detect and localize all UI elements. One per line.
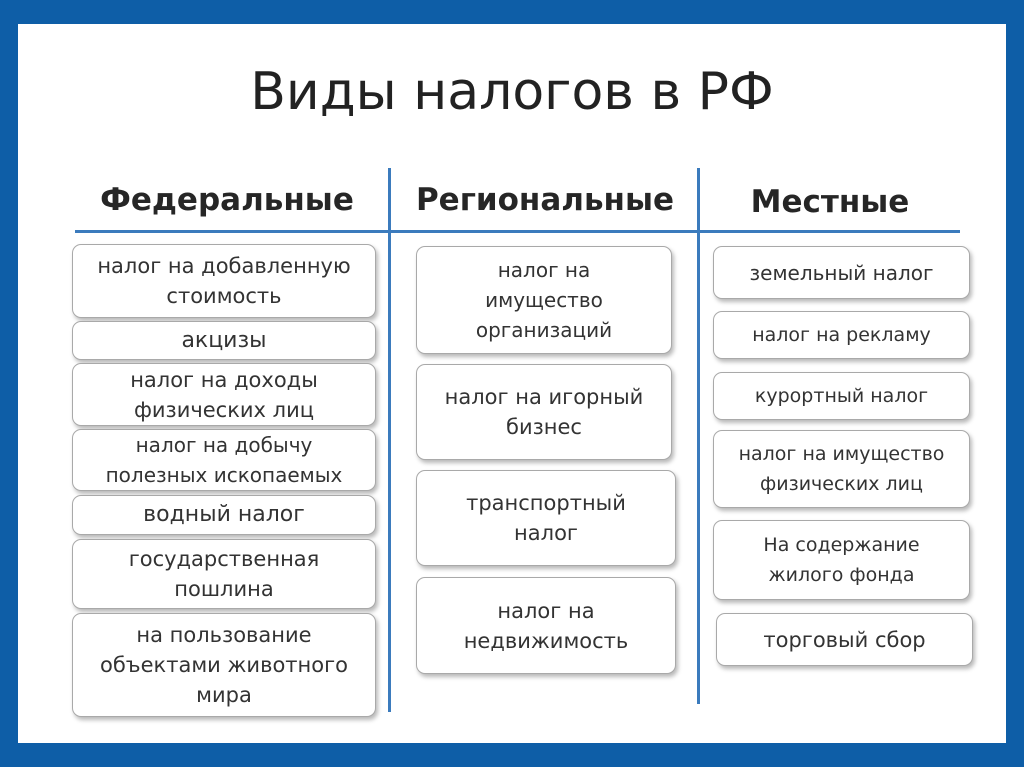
federal-item <box>72 363 376 426</box>
federal-item <box>72 539 376 609</box>
local-item-label: На содержание жилого фонда <box>763 534 920 586</box>
local-item <box>713 430 970 508</box>
federal-item-label: на пользование объектами животного мира <box>100 623 348 707</box>
local-item-label: курортный налог <box>754 385 929 407</box>
local-item <box>713 311 970 359</box>
column-divider-right <box>697 168 700 704</box>
column-heading-local: Местные <box>750 184 910 220</box>
regional-item-label: транспортный налог <box>466 491 626 545</box>
regional-item <box>416 364 672 460</box>
regional-item-label: налог на недвижимость <box>463 598 629 653</box>
federal-item <box>72 429 376 491</box>
regional-item-label: налог на игорный бизнес <box>444 385 644 439</box>
federal-item-label: налог на доходы физических лиц <box>130 367 318 422</box>
column-divider-left <box>388 168 391 712</box>
federal-item <box>72 321 376 360</box>
local-item-label: торговый сбор <box>763 627 926 652</box>
regional-item <box>416 470 676 566</box>
local-item-label: земельный налог <box>749 260 934 285</box>
local-item <box>713 246 970 299</box>
page-title: Виды налогов в РФ <box>250 62 774 122</box>
federal-item <box>72 244 376 318</box>
local-item <box>713 372 970 420</box>
federal-item-label: государственная пошлина <box>128 547 320 601</box>
local-item-label: налог на имущество физических лиц <box>738 443 945 495</box>
column-heading-regional: Региональные <box>415 182 675 218</box>
local-item <box>716 613 973 666</box>
header-divider-line <box>75 230 960 233</box>
regional-item <box>416 577 676 674</box>
federal-item <box>72 613 376 717</box>
federal-item-label: налог на добычу полезных ископаемых <box>105 433 343 487</box>
federal-item <box>72 495 376 535</box>
federal-item-label: налог на добавленную стоимость <box>97 254 351 308</box>
federal-item-label: акцизы <box>181 327 267 353</box>
regional-item-label: налог на имущество организаций <box>475 258 613 342</box>
column-heading-federal: Федеральные <box>100 182 354 218</box>
local-item-label: налог на рекламу <box>752 324 931 346</box>
local-item <box>713 520 970 600</box>
federal-item-label: водный налог <box>143 502 305 527</box>
regional-item <box>416 246 672 354</box>
